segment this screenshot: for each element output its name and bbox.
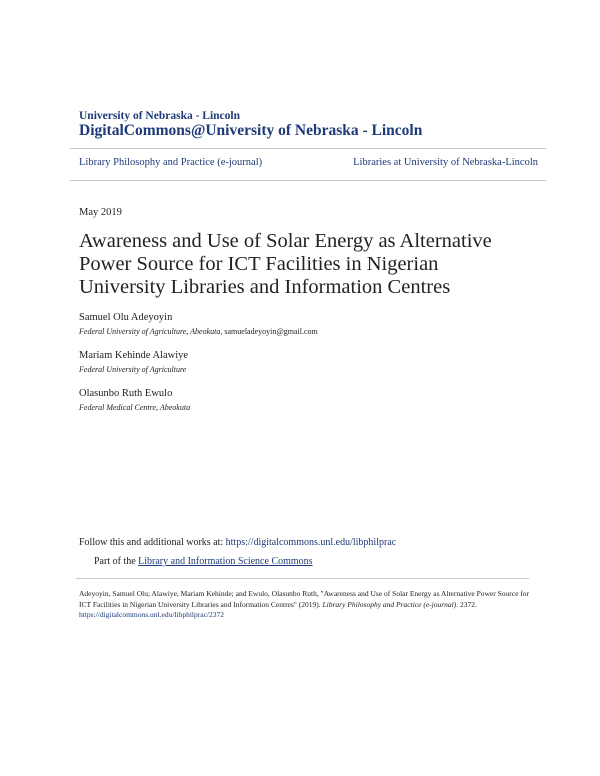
citation-block: Adeyoyin, Samuel Olu; Alawiye, Mariam Kehinde; and Ewulo, Olasunbo Ruth, "Awareness and Use of Solar Energy as Alternative Power Source for ICT Facilities in Nigerian University Libraries and Information Centres" (2019). Library Philosophy and Practice (e-journal). 2372. https://digitalcommons.unl.edu/libphilprac/2372 [79, 589, 530, 619]
commons-link[interactable]: Library and Information Science Commons [138, 556, 313, 567]
author-email[interactable]: samueladeyoyin@gmail.com [222, 327, 318, 336]
citation-divider [76, 578, 529, 579]
author-affiliation: Federal University of Agriculture [79, 365, 187, 374]
part-of-line: Part of the Library and Information Science Commons [94, 556, 313, 567]
repository-name[interactable]: DigitalCommons@University of Nebraska - Lincoln [79, 122, 423, 139]
nav-link-libraries[interactable]: Libraries at University of Nebraska-Lincoln [353, 157, 538, 168]
institution-name[interactable]: University of Nebraska - Lincoln [79, 110, 240, 122]
author-name: Samuel Olu Adeyoyin [79, 312, 173, 323]
top-divider [70, 148, 546, 149]
publication-date: May 2019 [79, 207, 122, 218]
author-name: Olasunbo Ruth Ewulo [79, 388, 173, 399]
journal-name: Library Philosophy and Practice (e-journal) [322, 599, 457, 609]
author-affiliation: Federal Medical Centre, Abeokuta [79, 403, 191, 412]
author-name: Mariam Kehinde Alawiye [79, 350, 189, 361]
collection-link[interactable]: https://digitalcommons.unl.edu/libphilprac [225, 537, 397, 548]
article-title: Awareness and Use of Solar Energy as Alternative Power Source for ICT Facilities in Nigerian University Libraries and Information Centres [79, 230, 492, 298]
nav-link-journal[interactable]: Library Philosophy and Practice (e-journal) [79, 157, 263, 168]
author-affiliation: Federal University of Agriculture, Abeokuta, samueladeyoyin@gmail.com [79, 327, 318, 336]
nav-divider [70, 180, 546, 181]
follow-line: Follow this and additional works at: https://digitalcommons.unl.edu/libphilprac [79, 537, 397, 548]
citation-url[interactable]: https://digitalcommons.unl.edu/libphilprac/2372 [79, 610, 224, 619]
